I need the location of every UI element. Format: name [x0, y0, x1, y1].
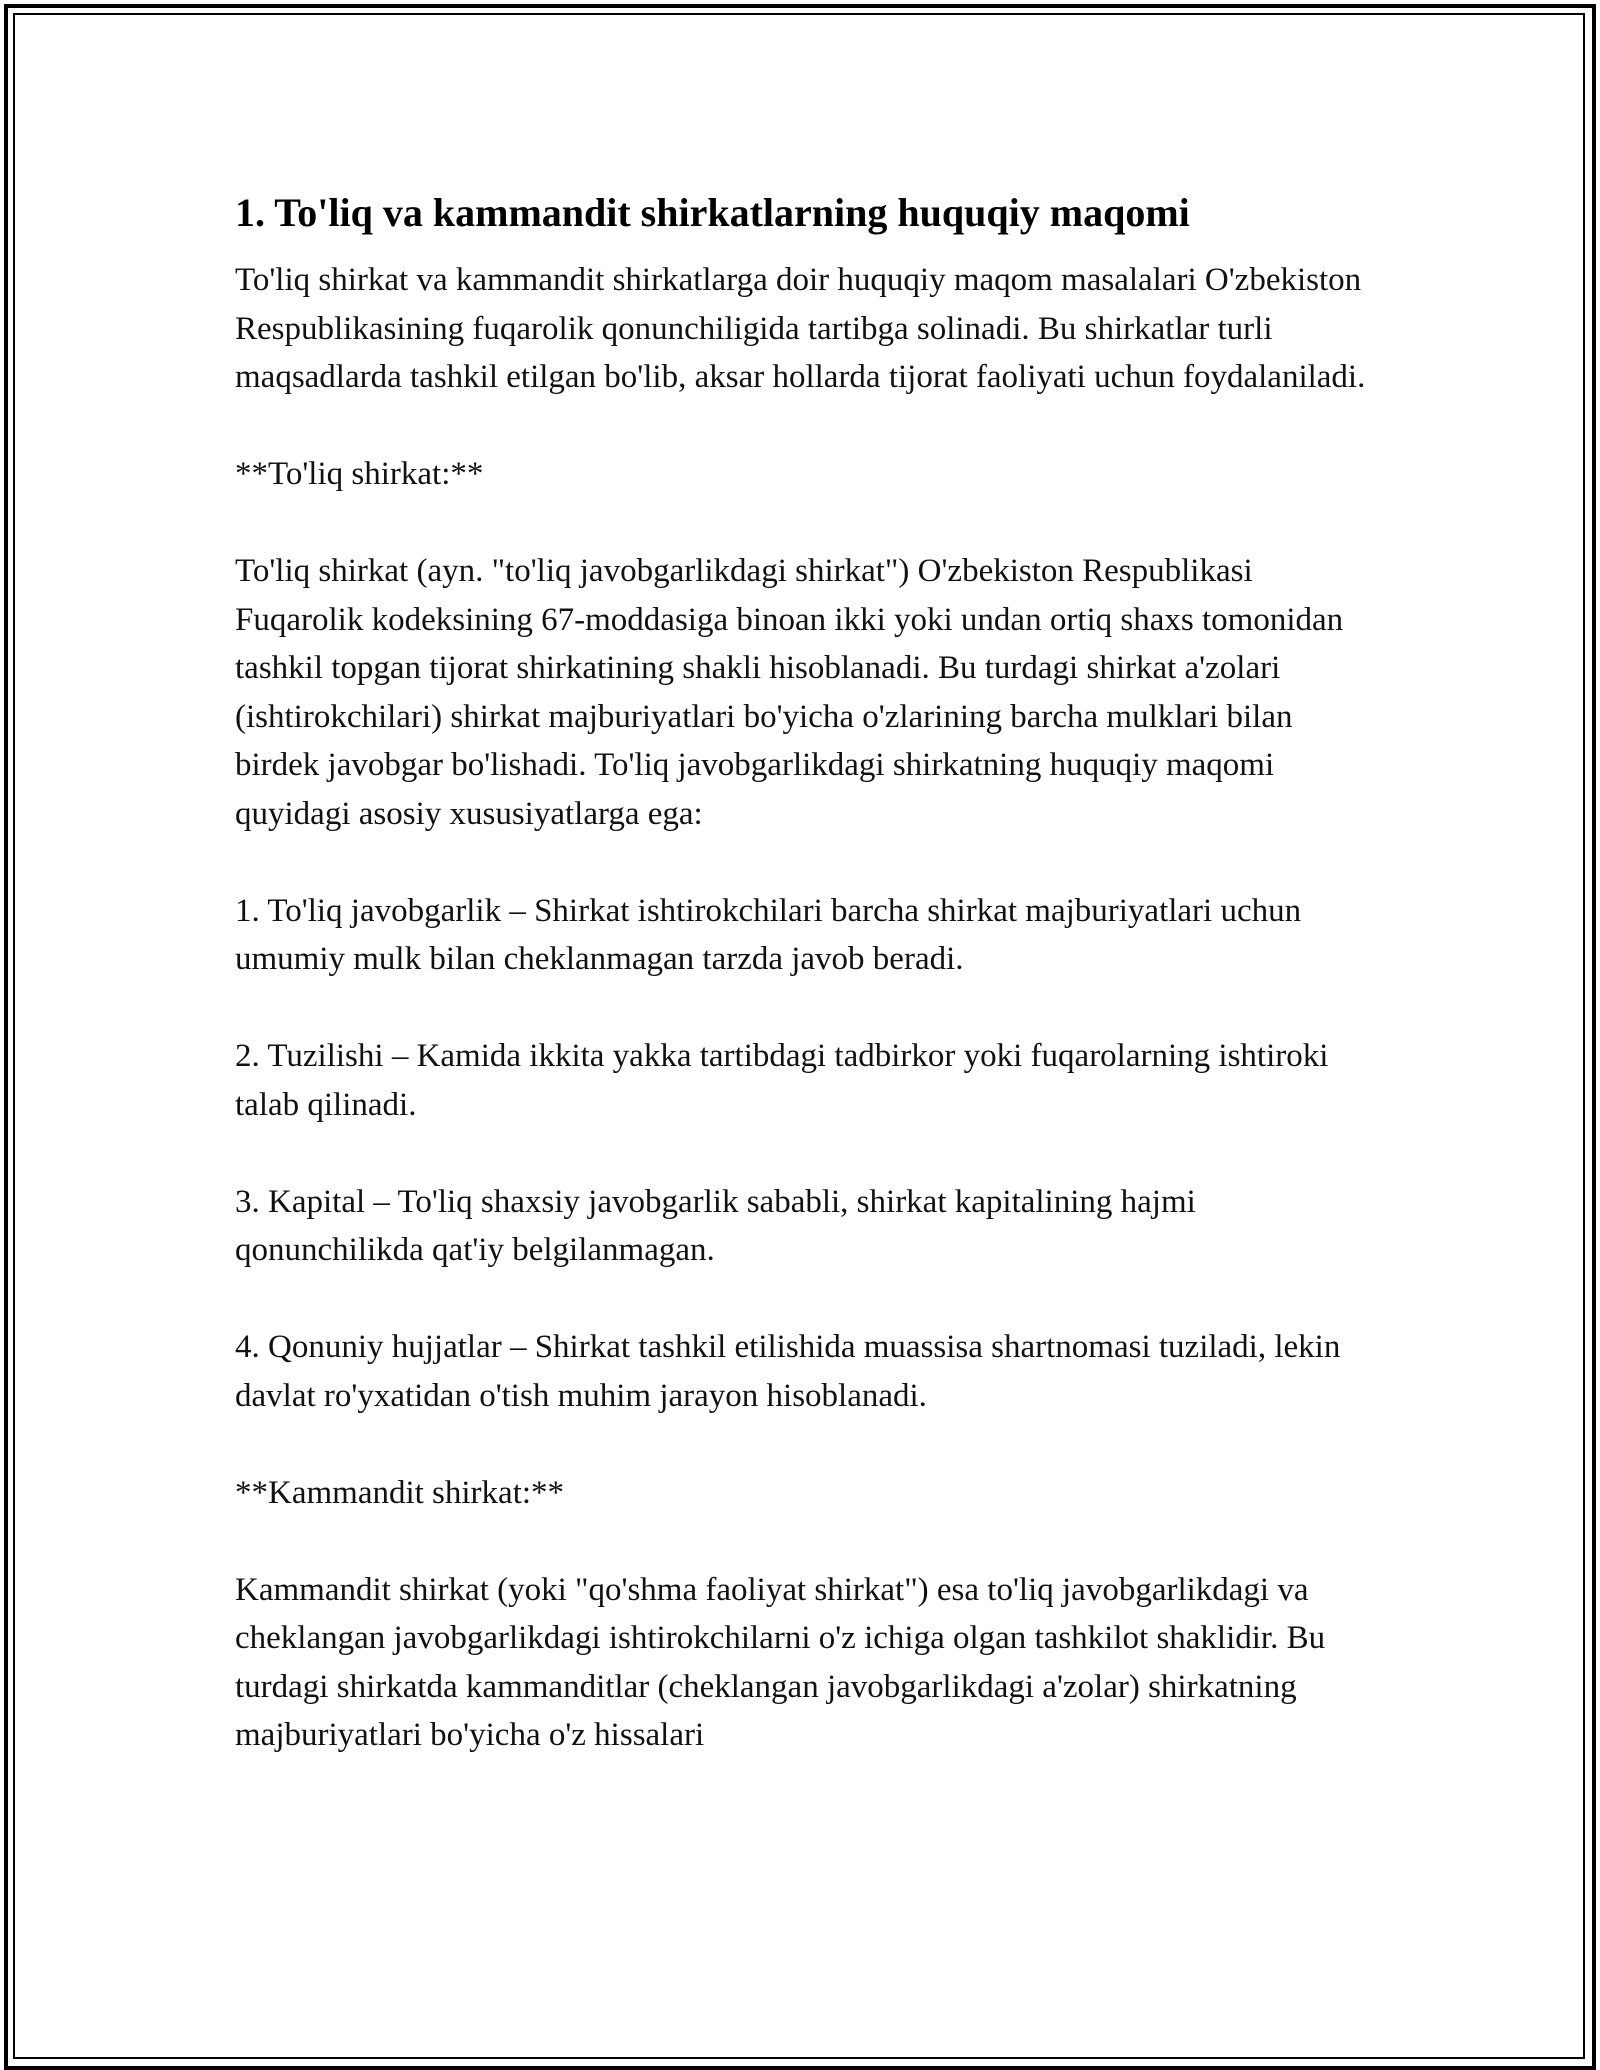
document-body: [235, 180, 1385, 1760]
list-item-3: 3. Kapital – To'liq shaxsiy javobgarlik sababli, shirkat kapitalining hajmi qonunchilikda qat'iy belgilanmagan.: [235, 1183, 1196, 1268]
list-item-2: 2. Tuzilishi – Kamida ikkita yakka tartibdagi tadbirkor yoki fuqarolarning ishtiroki talab qilinadi.: [235, 1038, 1329, 1123]
list-item-1: 1. To'liq javobgarlik – Shirkat ishtirokchilari barcha shirkat majburiyatlari uchun umumiy mulk bilan cheklanmagan tarzda javob beradi.: [235, 892, 1302, 977]
kammandit-shirkat-paragraph: Kammandit shirkat (yoki "qo'shma faoliyat shirkat") esa to'liq javobgarlikdagi va cheklangan javobgarlikdagi ishtirokchilarni o'z ichiga olgan tashkilot shaklidir. Bu turdagi shirkatda kammanditlar (cheklangan javobgarlikdagi a'zolar) shirkatning majburiyatlari bo'yicha o'z hissalari: [235, 1571, 1326, 1753]
intro-paragraph: To'liq shirkat va kammandit shirkatlarga doir huquqiy maqom masalalari O'zbekiston Respublikasining fuqarolik qonunchiligida tartibga solinadi. Bu shirkatlar turli maqsadlarda tashkil etilgan bo'lib, aksar hollarda tijorat faoliyati uchun foydalaniladi.: [235, 262, 1366, 395]
section-heading-toliq-shirkat: **To'liq shirkat:**: [235, 456, 484, 492]
list-item-4: 4. Qonuniy hujjatlar – Shirkat tashkil etilishida muassisa shartnomasi tuziladi, lekin davlat ro'yxatidan o'tish muhim jarayon hisoblanadi.: [235, 1329, 1341, 1414]
section-heading-kammandit-shirkat: **Kammandit shirkat:**: [235, 1474, 565, 1511]
document-title: 1. To'liq va kammandit shirkatlarning huquqiy maqomi: [235, 190, 1190, 235]
toliq-shirkat-paragraph: To'liq shirkat (ayn. "to'liq javobgarlikdagi shirkat") O'zbekiston Respublikasi Fuqarolik kodeksining 67-moddasiga binoan ikki yoki undan ortiq shaxs tomonidan tashkil topgan tijorat shirkatining shakli hisoblanadi. Bu turdagi shirkat a'zolari (ishtirokchilari) shirkat majburiyatlari bo'yicha o'zlarining barcha mulklari bilan birdek javobgar bo'lishadi. To'liq javobgarlikdagi shirkatning huquqiy maqomi quyidagi asosiy xususiyatlarga ega:: [235, 553, 1344, 832]
